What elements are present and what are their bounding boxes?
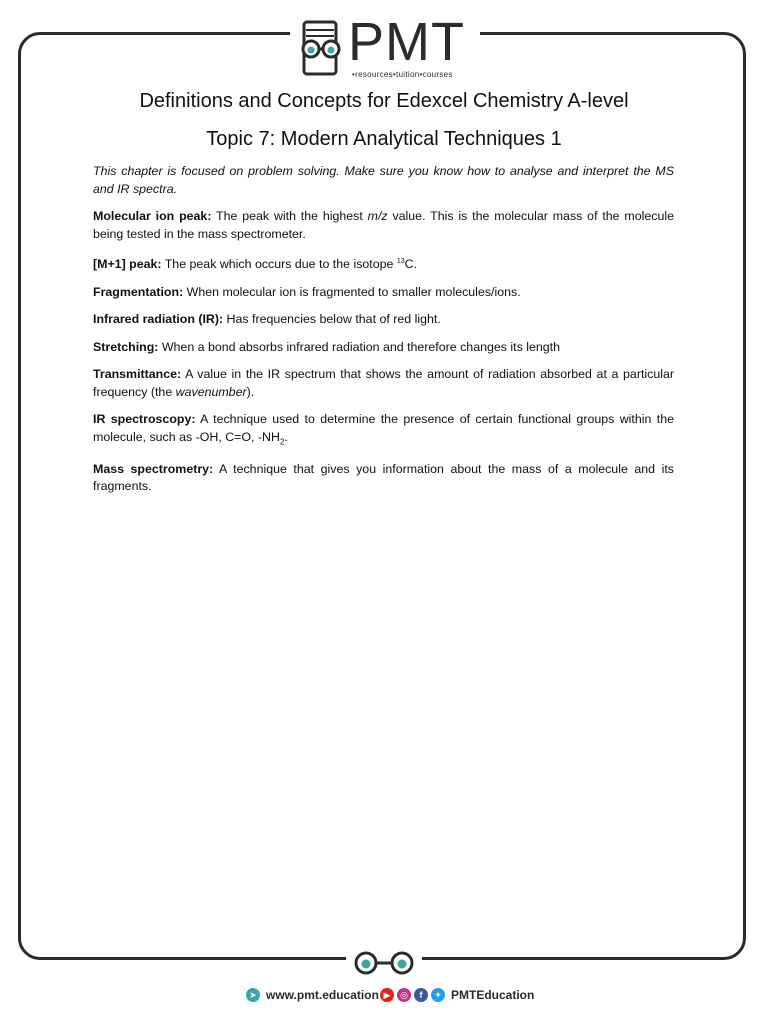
definition-text: Has frequencies below that of red light.: [223, 312, 441, 327]
logo-tagline: •resources•tuition•courses: [352, 70, 453, 79]
definition-item: [93, 411, 674, 450]
definition-term: Mass spectrometry:: [93, 461, 214, 476]
social-handle[interactable]: PMTEducation: [451, 988, 535, 1002]
footer-glasses-icon: [346, 950, 422, 976]
content-body: [93, 163, 674, 506]
definition-text: value. This is the molecular mass of the molecule being tested in the mass spectrometer.: [93, 209, 674, 241]
intro-text: This chapter is focused on problem solving. Make sure you know how to analyse and interpret the MS and IR spectra.: [93, 164, 674, 196]
document-title: Definitions and Concepts for Edexcel Chemistry A-level: [139, 90, 629, 112]
footer-website[interactable]: [246, 988, 379, 1002]
definition-text: A technique that gives you information about the mass of a molecule and its fragments.: [93, 461, 674, 494]
definition-text: A technique used to determine the presence of certain functional groups within the molecule, such as -OH, C=O, -NH: [93, 412, 674, 444]
definition-term: [M+1] peak:: [93, 257, 162, 272]
footer: [0, 988, 768, 1010]
definition-text: .: [284, 429, 288, 444]
instagram-icon[interactable]: ◎: [397, 988, 411, 1002]
definition-emphasis: m/z: [367, 209, 388, 223]
definition-term: Transmittance:: [93, 367, 182, 382]
definition-term: Stretching:: [93, 339, 159, 354]
definition-superscript: 13: [396, 258, 405, 265]
definition-item: [93, 311, 674, 329]
definition-term: Infrared radiation (IR):: [93, 312, 224, 327]
definition-term: IR spectroscopy:: [93, 412, 196, 427]
definition-item: [93, 366, 674, 401]
definition-emphasis: wavenumber: [175, 384, 247, 399]
definitions-list: [93, 208, 674, 496]
facebook-icon[interactable]: f: [414, 988, 428, 1002]
definition-text: The peak which occurs due to the isotope: [161, 257, 397, 272]
definition-text: When molecular ion is fragmented to smaller molecules/ions.: [183, 284, 521, 299]
definition-term: Fragmentation:: [93, 284, 184, 299]
definition-item: [93, 253, 674, 274]
footer-social: [380, 988, 534, 1002]
cursor-icon: ➤: [246, 988, 260, 1002]
definition-text: A value in the IR spectrum that shows the amount of radiation absorbed at a particular frequency (the: [93, 367, 674, 399]
logo-text: PMT: [348, 12, 465, 72]
definition-text: The peak with the highest: [211, 209, 368, 223]
definition-item: [93, 461, 674, 496]
definition-item: [93, 208, 674, 243]
definition-term: Molecular ion peak:: [93, 209, 212, 223]
twitter-icon[interactable]: ✦: [431, 988, 445, 1002]
definition-subscript: 2: [279, 437, 285, 447]
youtube-icon[interactable]: ▶: [380, 988, 394, 1002]
definition-text: ).: [246, 384, 255, 399]
definition-item: [93, 339, 674, 357]
topic-title: Topic 7: Modern Analytical Techniques 1: [206, 128, 562, 150]
definition-item: [93, 284, 674, 302]
definition-text: When a bond absorbs infrared radiation and therefore changes its length: [158, 339, 560, 354]
website-link[interactable]: www.pmt.education: [266, 988, 379, 1002]
definition-text: C.: [404, 257, 418, 272]
pmt-logo: [290, 12, 480, 82]
logo-book-glasses-icon: [296, 18, 348, 80]
